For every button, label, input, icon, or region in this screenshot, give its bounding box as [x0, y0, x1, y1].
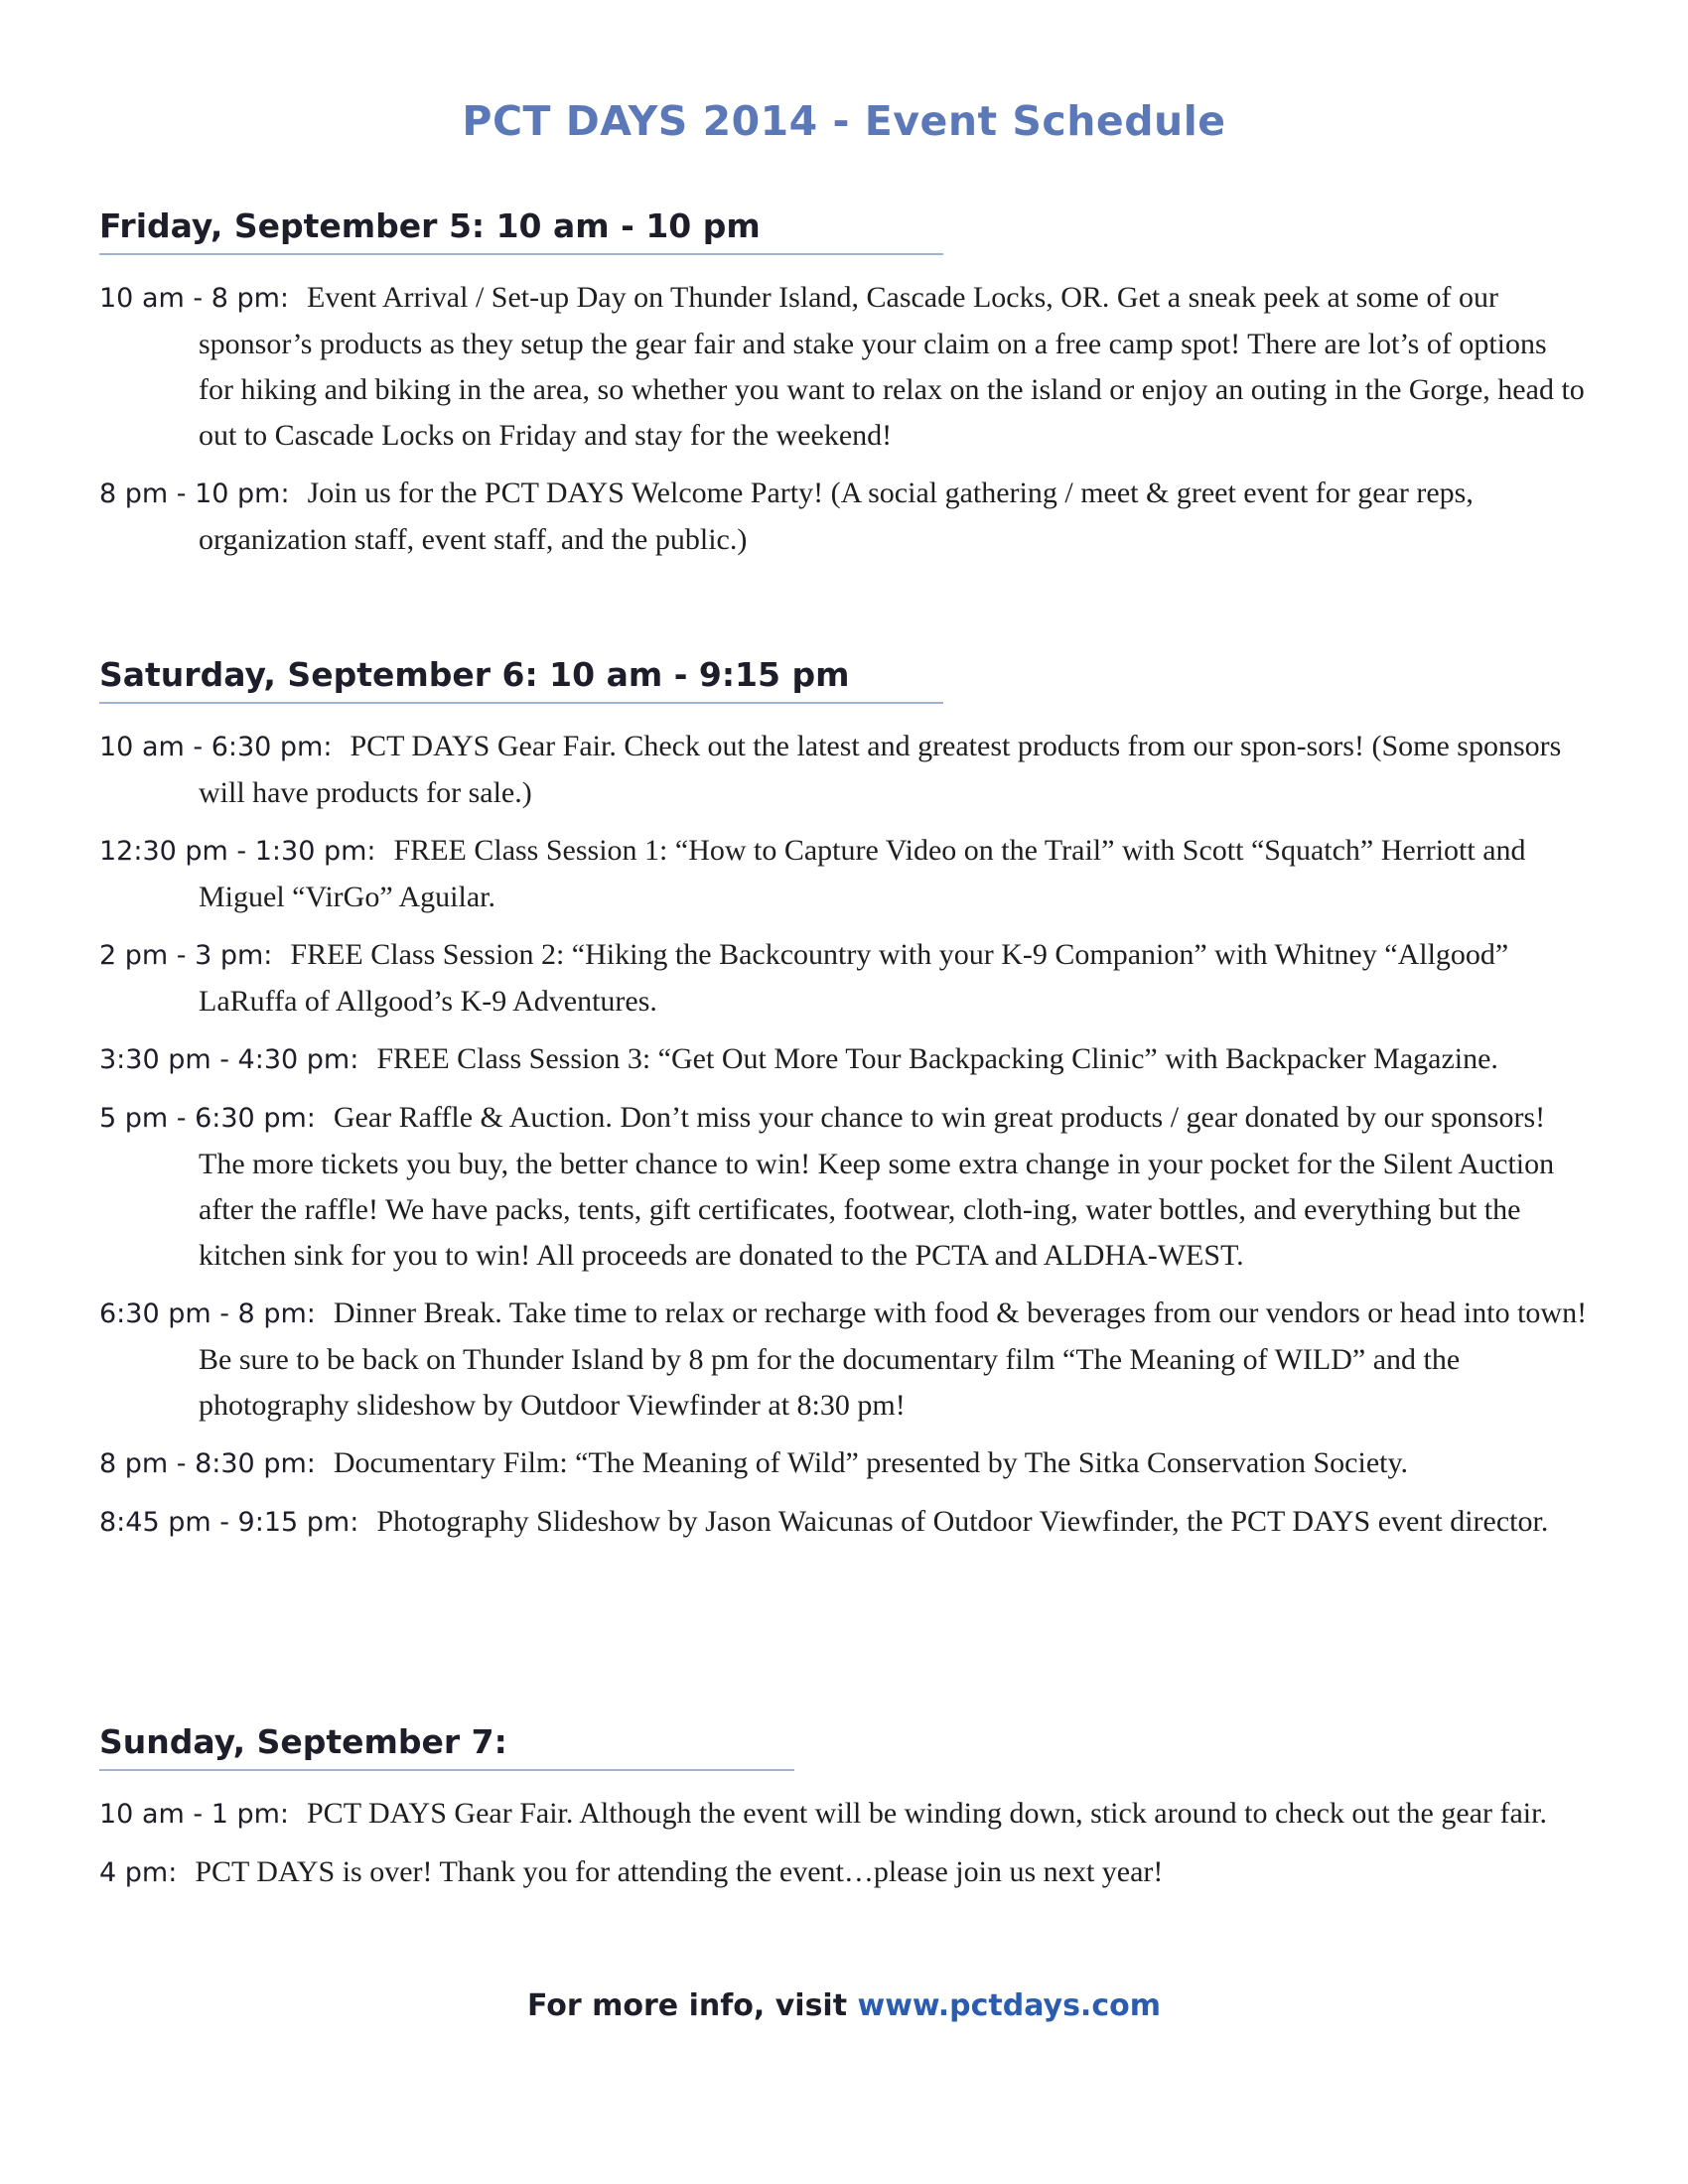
event-text: PCT DAYS Gear Fair. Although the event will be winding down, stick around to check out the gear fair.	[307, 1797, 1547, 1830]
event-list	[99, 1791, 1589, 1896]
day-section-saturday	[99, 655, 1589, 1558]
page-title: PCT DAYS 2014 - Event Schedule	[462, 97, 1226, 145]
event-time: 3:30 pm - 4:30 pm:	[99, 1044, 359, 1075]
event-list	[99, 275, 1589, 563]
event-list	[99, 724, 1589, 1546]
website-link[interactable]: www.pctdays.com	[857, 1988, 1161, 2023]
day-heading: Friday, September 5: 10 am - 10 pm	[99, 206, 943, 255]
event-item	[99, 1440, 1589, 1487]
event-time: 10 am - 1 pm:	[99, 1799, 289, 1830]
event-time: 8 pm - 8:30 pm:	[99, 1448, 316, 1479]
event-time: 4 pm:	[99, 1857, 178, 1888]
event-text: PCT DAYS Gear Fair. Check out the latest and greatest products from our spon-sors! (Some sponsors will have products for sale.)	[199, 730, 1562, 809]
event-text: Documentary Film: “The Meaning of Wild” presented by The Sitka Conservation Society.	[333, 1446, 1409, 1479]
event-time: 10 am - 8 pm:	[99, 283, 289, 314]
event-time: 8:45 pm - 9:15 pm:	[99, 1507, 359, 1538]
day-heading: Sunday, September 7:	[99, 1722, 794, 1771]
event-time: 5 pm - 6:30 pm:	[99, 1103, 316, 1134]
event-item	[99, 1849, 1589, 1896]
event-item	[99, 275, 1589, 459]
event-item	[99, 724, 1589, 816]
event-text: FREE Class Session 3: “Get Out More Tour Backpacking Clinic” with Backpacker Magazine.	[376, 1042, 1498, 1075]
day-heading: Saturday, September 6: 10 am - 9:15 pm	[99, 655, 943, 704]
event-item	[99, 471, 1589, 563]
event-item	[99, 1499, 1589, 1546]
event-text: Event Arrival / Set-up Day on Thunder Island, Cascade Locks, OR. Get a sneak peek at some of our sponsor’s products as they setup the gear fair and stake your claim on a free camp spot! There are lot’s of options for hiking and biking in the area, so whether you want to relax on the island or enjoy an outing in the Gorge, head to out to Cascade Locks on Friday and stay for the weekend!	[199, 281, 1585, 452]
event-item	[99, 932, 1589, 1024]
event-text: Photography Slideshow by Jason Waicunas of Outdoor Viewfinder, the PCT DAYS event director.	[376, 1505, 1549, 1538]
event-item	[99, 828, 1589, 920]
footer	[0, 1988, 1688, 2023]
event-text: FREE Class Session 2: “Hiking the Backcountry with your K-9 Companion” with Whitney “Allgood” LaRuffa of Allgood’s K-9 Adventures.	[199, 938, 1509, 1018]
event-time: 8 pm - 10 pm:	[99, 478, 290, 509]
footer-prefix: For more info, visit	[527, 1988, 858, 2023]
event-text: PCT DAYS is over! Thank you for attending the event…please join us next year!	[195, 1855, 1164, 1888]
event-time: 12:30 pm - 1:30 pm:	[99, 836, 376, 867]
event-text: Dinner Break. Take time to relax or recharge with food & beverages from our vendors or head into town! Be sure to be back on Thunder Island by 8 pm for the documentary film “The Meaning of WILD” and the photography slideshow by Outdoor Viewfinder at 8:30 pm!	[199, 1297, 1588, 1422]
event-item	[99, 1291, 1589, 1429]
event-item	[99, 1036, 1589, 1083]
event-time: 10 am - 6:30 pm:	[99, 732, 333, 762]
event-text: Gear Raffle & Auction. Don’t miss your chance to win great products / gear donated by our sponsors! The more tickets you buy, the better chance to win! Keep some extra change in your pocket for the Silent Auction after the raffle! We have packs, tents, gift certificates, footwear, cloth-ing, water bottles, and everything but the kitchen sink for you to win! All proceeds are donated to the PCTA and ALDHA-WEST.	[199, 1101, 1555, 1272]
event-item	[99, 1095, 1589, 1279]
event-text: FREE Class Session 1: “How to Capture Video on the Trail” with Scott “Squatch” Herriott and Miguel “VirGo” Aguilar.	[199, 834, 1526, 913]
event-time: 6:30 pm - 8 pm:	[99, 1298, 316, 1329]
day-section-sunday	[99, 1722, 1589, 1908]
day-section-friday	[99, 206, 1589, 575]
event-item	[99, 1791, 1589, 1838]
event-text: Join us for the PCT DAYS Welcome Party! (A social gathering / meet & greet event for gear reps, organization staff, event staff, and the public.)	[199, 477, 1474, 556]
event-time: 2 pm - 3 pm:	[99, 940, 273, 971]
